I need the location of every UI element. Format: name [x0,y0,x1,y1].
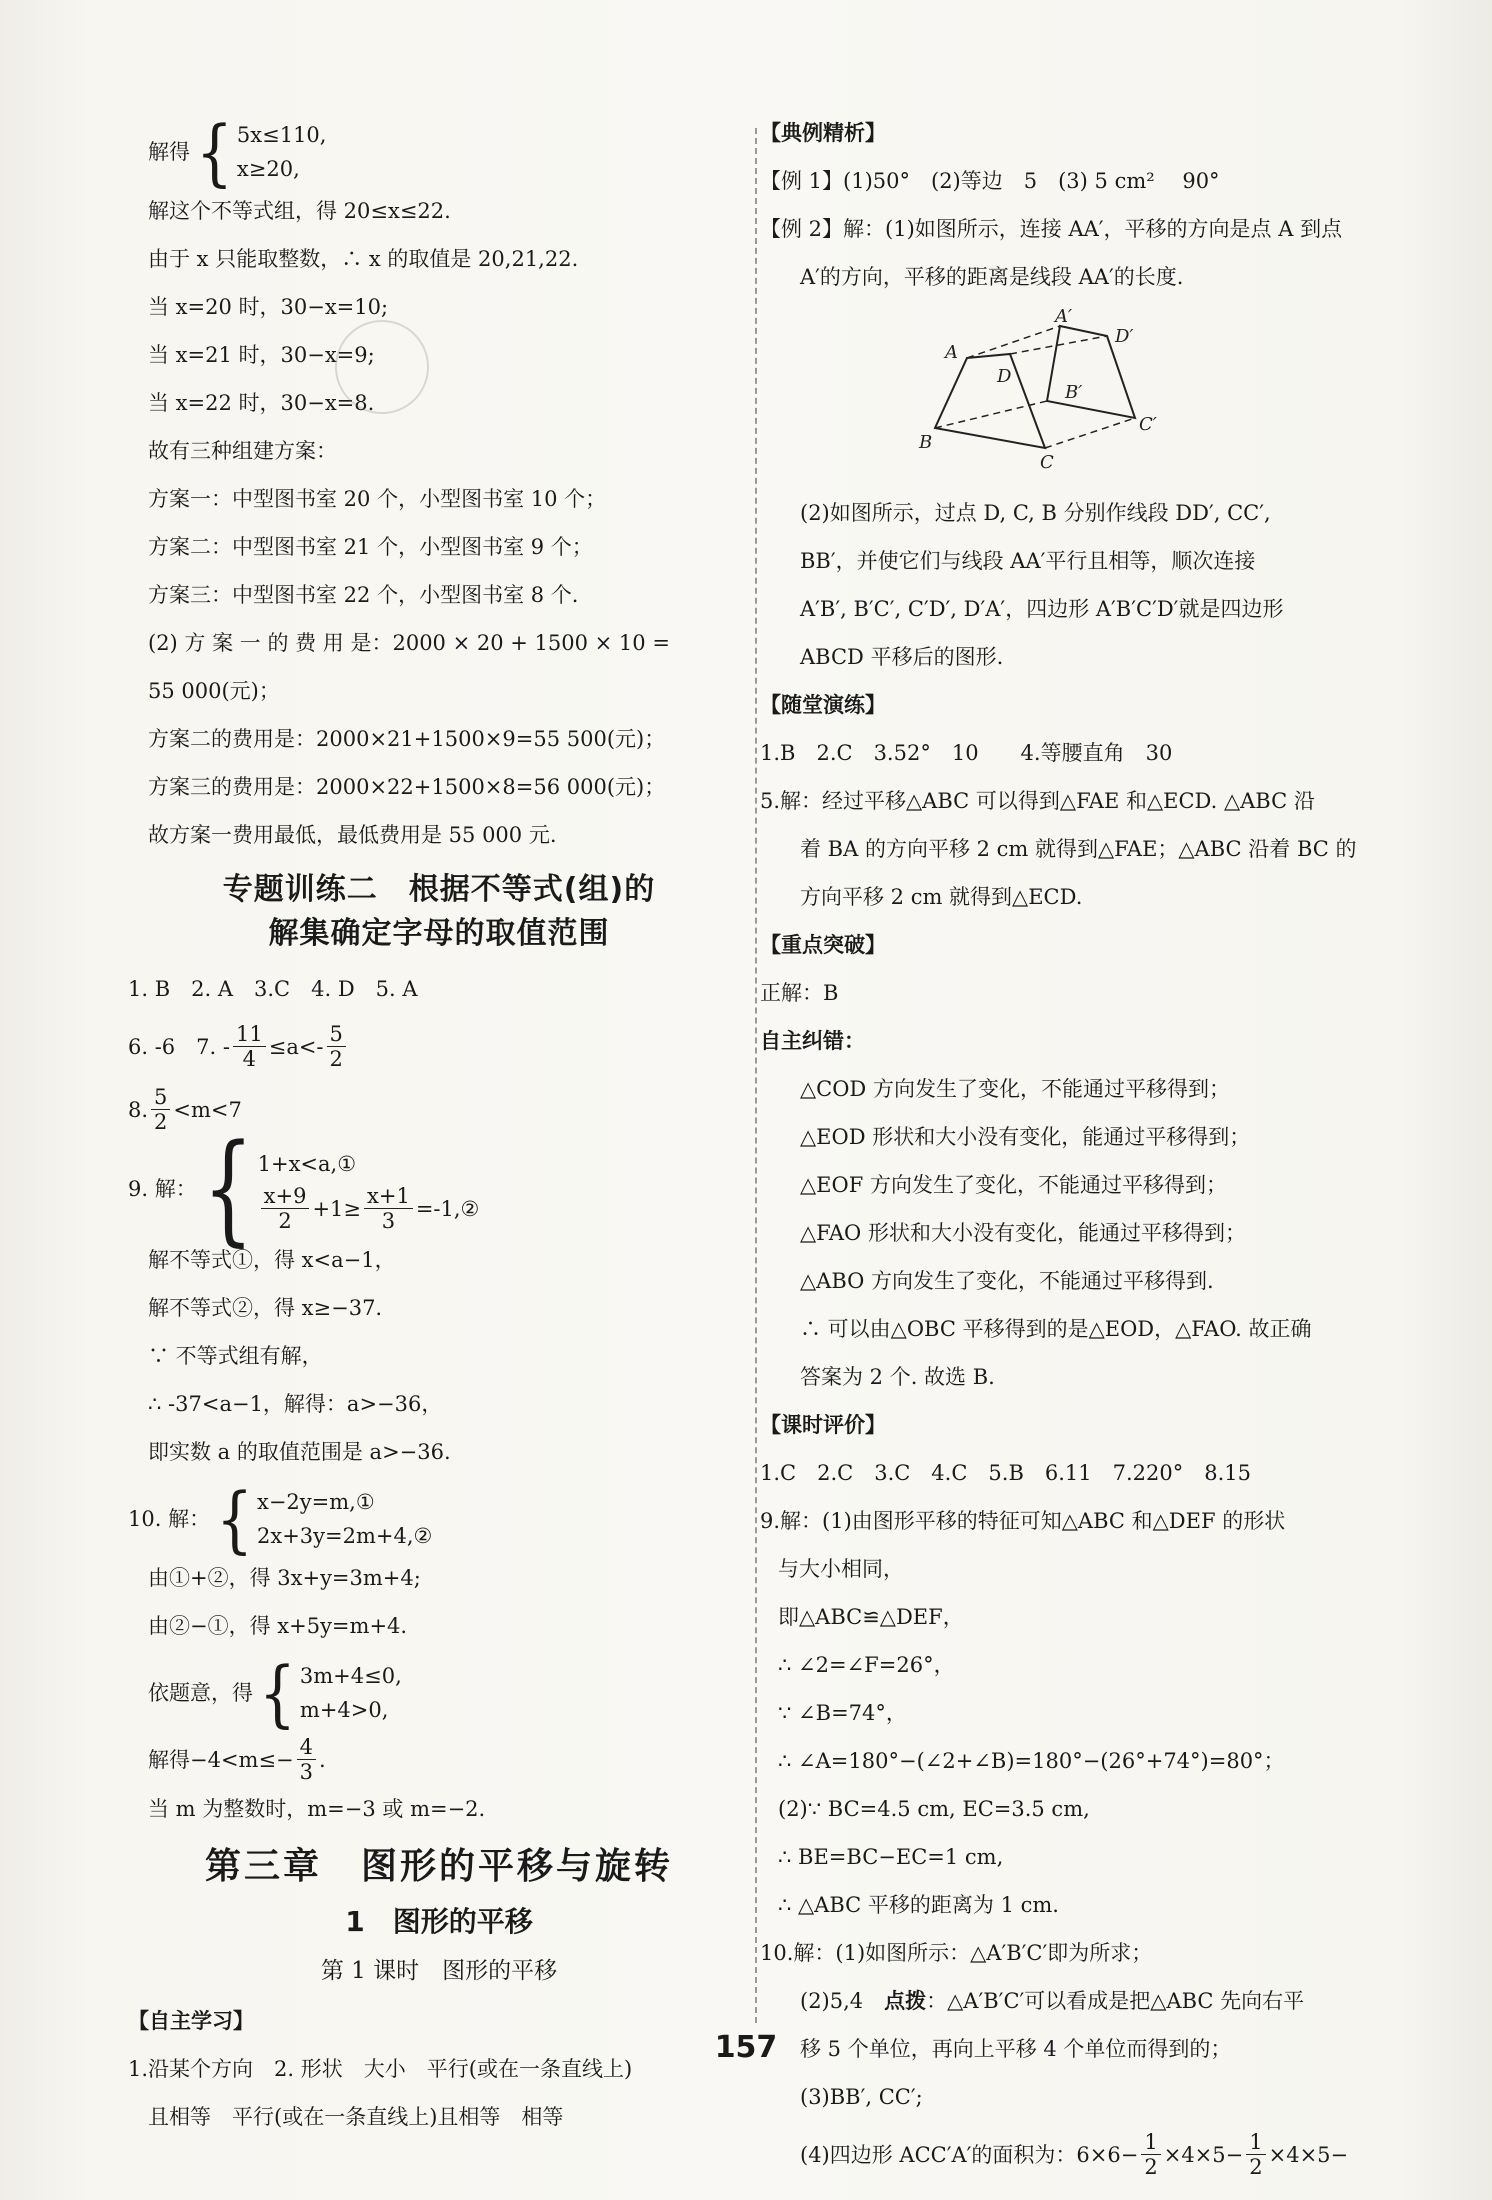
quad-abcd [935,354,1045,448]
text-line: (2)如图所示，过点 D, C, B 分别作线段 DD′, CC′, [800,501,1271,525]
brace-glyph: { [196,109,233,195]
text-fragment: 10. 解： [128,1507,211,1531]
segment-cc [1045,418,1135,448]
figure-label-c: C [1040,452,1054,473]
text-line: 方向平移 2 cm 就得到△ECD. [800,885,1083,909]
section-title: 1 图形的平移 [345,1905,533,1938]
text-line: 自主纠错： [760,1028,865,1053]
text-line: 【例 1】(1)50° (2)等边 5 (3) 5 cm² 90° [760,169,1220,193]
text-line: 方案二：中型图书室 21 个，小型图书室 9 个； [148,535,593,559]
brace-glyph: { [259,1650,296,1736]
text-line: ∴ -37<a−1，解得：a>−36， [148,1392,443,1416]
system-q9 [128,1118,730,1258]
fraction [1141,2130,1160,2179]
text-line: 方案三：中型图书室 22 个，小型图书室 8 个. [148,583,579,607]
answer-line [128,1022,730,1071]
system-row: x≥20, [236,157,300,181]
figure-label-d-prime: D′ [1115,326,1134,347]
text-line: 55 000(元)； [148,679,280,703]
fraction [327,1022,346,1071]
text-line: A′的方向，平移的距离是线段 AA′的长度. [800,265,1184,289]
text-fragment: ≤a<- [268,1034,324,1059]
heading-line: 解集确定字母的取值范围 [268,916,610,951]
system-condition [148,1650,730,1736]
text-line: △EOF 方向发生了变化，不能通过平移得到； [800,1173,1227,1197]
text-fragment: =-1,② [415,1196,480,1221]
brace-glyph: { [202,1118,254,1258]
section-heading [148,868,730,956]
text-line: 解不等式②，得 x≥−37. [148,1296,383,1320]
text-line: ABCD 平移后的图形. [800,645,1004,669]
system-row: x−2y=m,① [256,1490,375,1514]
answer-line: 1. B 2. A 3.C 4. D 5. A [128,977,418,1001]
chapter-title: 第三章 图形的平移与旋转 [204,1846,673,1887]
numerator: x+9 [261,1184,310,1209]
text-fragment: ×4×5− [1268,2142,1349,2167]
numerator: x+1 [364,1184,413,1209]
numerator: 5 [151,1085,170,1110]
text-line: BB′，并使它们与线段 AA′平行且相等，顺次连接 [800,549,1256,573]
text-line: △FAO 形状和大小没有变化，能通过平移得到； [800,1221,1246,1245]
text-line: 方案二的费用是：2000×21+1500×9=55 500(元)； [148,727,666,751]
system-q10 [128,1476,730,1562]
text-line: 当 x=22 时，30−x=8. [148,391,375,415]
text-line: 解这个不等式组，得 20≤x≤22. [148,199,451,223]
fraction [233,1022,266,1071]
text-line: 且相等 平行(或在一条直线上)且相等 相等 [148,2105,564,2129]
text-line: 即△ABC≌△DEF， [778,1605,964,1629]
brace-glyph: { [216,1476,253,1562]
segment-bb [935,401,1047,428]
text-line: A′B′, B′C′, C′D′, D′A′，四边形 A′B′C′D′就是四边形 [800,597,1284,621]
text-fragment: (2)5,4 [800,1989,885,2013]
denominator: 3 [381,1209,396,1233]
section-label: 【课时评价】 [760,1413,886,1437]
text-line: 由①+②，得 3x+y=3m+4; [148,1566,421,1590]
text-line: △EOD 形状和大小没有变化，能通过平移得到； [800,1125,1251,1149]
text-line: 解不等式①，得 x<a−1， [148,1248,396,1272]
figure-label-d: D [997,366,1012,387]
watermark-stamp [335,320,429,414]
text-fragment: ：△A′B′C′可以看成是把△ABC 先向右平 [926,1989,1305,2013]
figure-label-b: B [919,432,933,453]
denominator: 2 [278,1209,292,1233]
text-line: 方案三的费用是：2000×22+1500×8=56 000(元)； [148,775,666,799]
text-line: 由②−①，得 x+5y=m+4. [148,1614,408,1638]
text-line: (2)∵ BC=4.5 cm, EC=3.5 cm, [778,1797,1090,1821]
hint-label: 点拨 [884,1988,927,2013]
system-row: 5x≤110, [236,123,327,147]
text-line: 故方案一费用最低，最低费用是 55 000 元. [148,823,557,847]
text-line: ∴ 可以由△OBC 平移得到的是△EOD，△FAO. 故正确 [800,1317,1312,1341]
text-line: 当 x=21 时，30−x=9; [148,343,375,367]
numerator: 11 [233,1022,266,1047]
text-fragment: 6. -6 7. - [128,1034,230,1059]
figure-label-a: A [945,342,958,363]
text-line: (2) 方 案 一 的 费 用 是：2000 × 20 + 1500 × 10 = [148,631,670,655]
text-line [760,2130,1385,2179]
denominator: 2 [1144,2155,1158,2179]
translation-figure [919,306,1225,476]
text-line [148,1735,730,1784]
text-line: (3)BB′, CC′; [800,2085,923,2109]
left-column [128,109,730,2150]
system-row: m+4>0, [299,1698,389,1722]
fraction [261,1184,310,1233]
fraction [364,1184,413,1233]
system-row: 2x+3y=2m+4,② [256,1524,433,1548]
section-label: 【随堂演练】 [760,693,886,717]
section-label: 【典例精析】 [760,121,886,145]
text-line: 解得 [148,140,190,164]
numerator: 1 [1141,2130,1160,2155]
column-divider [755,128,757,2023]
text-line: 着 BA 的方向平移 2 cm 就得到△FAE；△ABC 沿着 BC 的 [800,837,1357,861]
text-line: ∴ △ABC 平移的距离为 1 cm. [778,1893,1059,1917]
text-fragment: <m<7 [173,1097,242,1122]
system-row: 3m+4≤0, [299,1664,402,1688]
denominator: 3 [299,1760,314,1784]
text-fragment: (4)四边形 ACC′A′的面积为：6×6− [800,2142,1139,2167]
text-line: 即实数 a 的取值范围是 a>−36. [148,1440,451,1464]
figure-label-b-prime: B′ [1065,382,1083,403]
text-line: 当 x=20 时，30−x=10; [148,295,389,319]
text-line [760,1986,1385,2016]
system-solution [148,109,730,195]
text-line: 1.C 2.C 3.C 4.C 5.B 6.11 7.220° 8.15 [760,1461,1252,1485]
denominator: 4 [242,1047,257,1071]
text-line: 9.解：(1)由图形平移的特征可知△ABC 和△DEF 的形状 [760,1509,1286,1533]
numerator: 5 [327,1022,346,1047]
system-row [258,1184,480,1233]
heading-line: 专题训练二 根据不等式(组)的 [222,872,656,907]
text-fragment: +1≥ [312,1196,361,1221]
denominator: 2 [154,1110,168,1134]
text-line: 当 m 为整数时，m=−3 或 m=−2. [148,1797,486,1821]
lesson-title: 第 1 课时 图形的平移 [320,1958,558,1984]
numerator: 4 [297,1735,316,1760]
text-line: 移 5 个单位，再向上平移 4 个单位而得到的； [800,2037,1232,2061]
text-line: 【例 2】解：(1)如图所示，连接 AA′，平移的方向是点 A 到点 [760,217,1343,241]
denominator: 2 [1249,2155,1263,2179]
text-line: ∵ ∠B=74°， [778,1701,907,1725]
section-label: 【自主学习】 [128,2009,254,2033]
figure-label-c-prime: C′ [1139,414,1157,435]
text-fragment: 解得−4<m≤− [148,1747,294,1772]
text-fragment: ×4×5− [1163,2142,1244,2167]
figure-label-a-prime: A′ [1055,306,1073,327]
fraction [1246,2130,1265,2179]
system-row: 1+x<a,① [257,1152,357,1176]
text-fragment: 9. 解： [128,1176,197,1201]
text-line: △COD 方向发生了变化，不能通过平移得到； [800,1077,1230,1101]
fraction [151,1085,170,1134]
text-line: 由于 x 只能取整数，∴ x 的取值是 20,21,22. [148,247,579,271]
text-fragment: 8. [128,1097,149,1122]
text-line: 5.解：经过平移△ABC 可以得到△FAE 和△ECD. △ABC 沿 [760,789,1315,813]
text-line: 故有三种组建方案： [148,439,337,463]
text-line: 方案一：中型图书室 20 个，小型图书室 10 个； [148,487,607,511]
numerator: 1 [1246,2130,1265,2155]
fraction [297,1735,316,1784]
text-line: ∴ ∠2=∠F=26°， [778,1653,955,1677]
text-fragment: 依题意，得 [148,1681,253,1705]
text-line: 10.解：(1)如图所示：△A′B′C′即为所求； [760,1941,1153,1965]
text-line: 答案为 2 个. 故选 B. [800,1365,995,1389]
text-line: ∴ ∠A=180°−(∠2+∠B)=180°−(26°+74°)=80°； [778,1749,1285,1773]
page-number: 157 [714,2030,778,2065]
text-line: ∵ 不等式组有解， [148,1344,323,1368]
right-column [760,118,1385,2179]
text-line: 与大小相同， [778,1557,904,1581]
text-line: ∴ BE=BC−EC=1 cm, [778,1845,1004,1869]
section-label: 【重点突破】 [760,933,886,957]
text-line: 1.B 2.C 3.52° 10 4.等腰直角 30 [760,741,1173,765]
text-line: △ABO 方向发生了变化，不能通过平移得到. [800,1269,1214,1293]
text-fragment: . [319,1747,326,1772]
denominator: 2 [329,1047,343,1071]
text-line: 1.沿某个方向 2. 形状 大小 平行(或在一条直线上) [128,2057,633,2081]
text-line: 正解：B [760,981,839,1005]
